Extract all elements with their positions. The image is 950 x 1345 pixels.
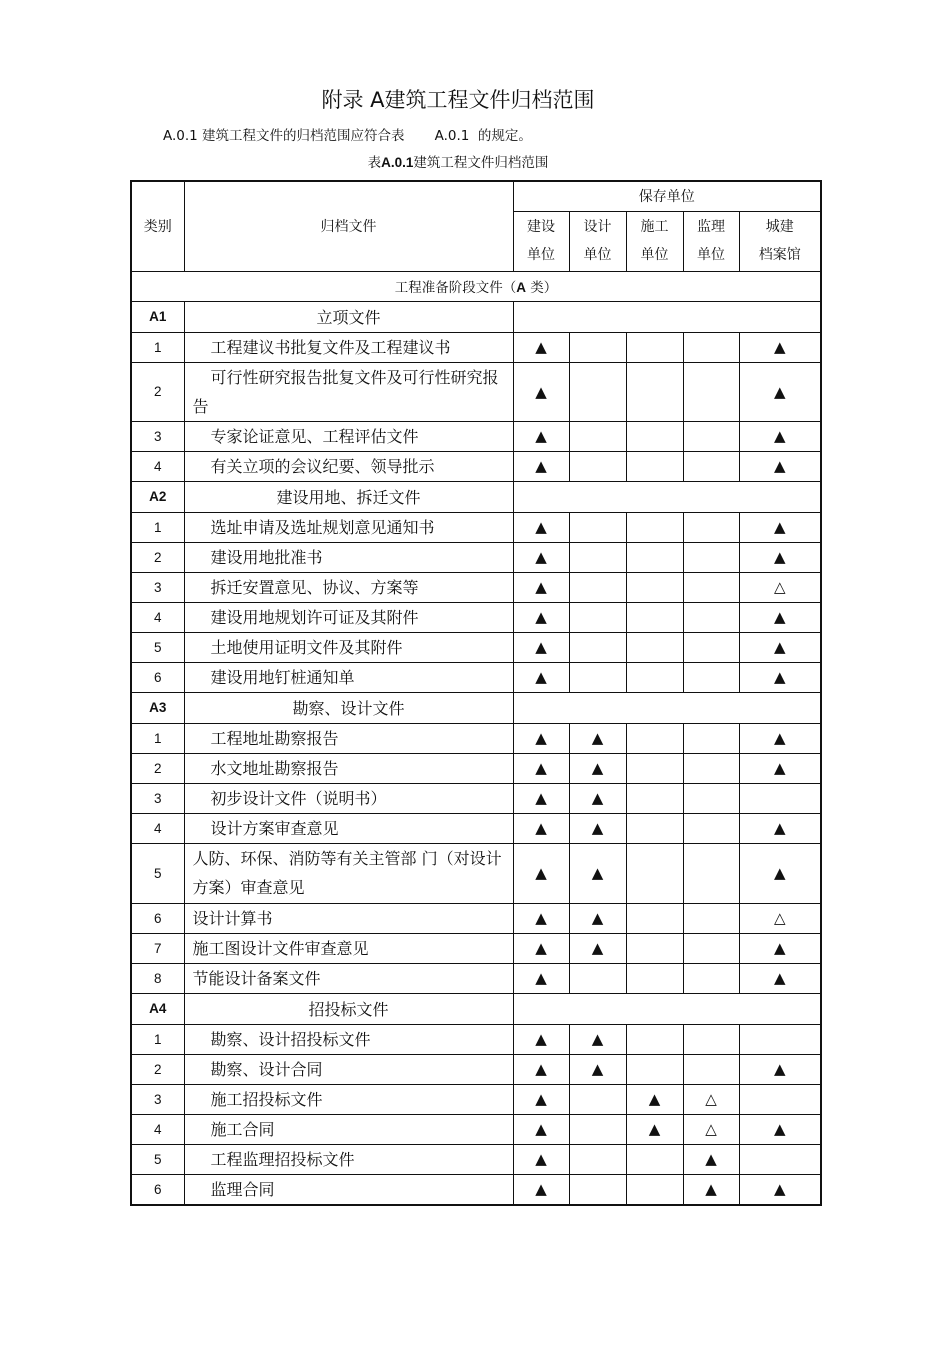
table-row [131, 421, 821, 451]
required-mark: ▲ [513, 903, 569, 933]
required-mark: ▲ [513, 1024, 569, 1054]
required-mark: ▲ [626, 1084, 683, 1114]
required-mark: ▲ [513, 1084, 569, 1114]
header-unit [626, 211, 683, 271]
empty-mark [683, 451, 739, 481]
unit-line1: 监理 [697, 219, 725, 235]
empty-mark [626, 421, 683, 451]
row-number: 2 [131, 1054, 184, 1084]
unit-line2: 单位 [583, 247, 612, 263]
required-mark: ▲ [513, 362, 569, 421]
table-row [131, 1024, 821, 1054]
empty-mark [569, 421, 626, 451]
file-name: 水文地址勘察报告 [184, 753, 513, 783]
section-empty-cell [513, 301, 821, 332]
header-save-units: 保存单位 [513, 181, 821, 211]
row-number: 2 [131, 753, 184, 783]
optional-mark: △ [739, 903, 821, 933]
table-row [131, 1084, 821, 1114]
empty-mark [626, 572, 683, 602]
stage-row [131, 271, 821, 301]
required-mark: ▲ [513, 512, 569, 542]
table-row [131, 332, 821, 362]
empty-mark [626, 451, 683, 481]
required-mark: ▲ [739, 1114, 821, 1144]
file-name: 施工招投标文件 [184, 1084, 513, 1114]
file-name: 建设用地批准书 [184, 542, 513, 572]
required-mark: ▲ [683, 1174, 739, 1205]
required-mark: ▲ [739, 753, 821, 783]
required-mark: ▲ [739, 602, 821, 632]
file-name: 施工合同 [184, 1114, 513, 1144]
empty-mark [683, 512, 739, 542]
empty-mark [739, 783, 821, 813]
section-empty-cell [513, 993, 821, 1024]
required-mark: ▲ [513, 632, 569, 662]
header-row [131, 181, 821, 211]
row-number: 4 [131, 451, 184, 481]
table-row [131, 542, 821, 572]
row-number: 1 [131, 723, 184, 753]
table-row [131, 963, 821, 993]
empty-mark [569, 963, 626, 993]
required-mark: ▲ [739, 1174, 821, 1205]
empty-mark [626, 1144, 683, 1174]
required-mark: ▲ [569, 1024, 626, 1054]
required-mark: ▲ [513, 843, 569, 903]
section-title: 立项文件 [184, 301, 513, 332]
required-mark: ▲ [513, 1174, 569, 1205]
empty-mark [626, 753, 683, 783]
required-mark: ▲ [513, 421, 569, 451]
caption-text: 建筑工程文件归档范围 [413, 155, 549, 171]
required-mark: ▲ [739, 813, 821, 843]
required-mark: ▲ [739, 1054, 821, 1084]
empty-mark [569, 632, 626, 662]
empty-mark [683, 963, 739, 993]
intro-text: A.0.1 建筑工程文件的归档范围应符合表 A.0.1 的规定。 [163, 128, 532, 144]
section-title: 勘察、设计文件 [184, 692, 513, 723]
empty-mark [626, 843, 683, 903]
empty-mark [569, 362, 626, 421]
required-mark: ▲ [513, 723, 569, 753]
optional-mark: △ [683, 1084, 739, 1114]
empty-mark [569, 542, 626, 572]
required-mark: ▲ [513, 813, 569, 843]
empty-mark [569, 332, 626, 362]
header-unit [513, 211, 569, 271]
empty-mark [569, 451, 626, 481]
table-row [131, 723, 821, 753]
row-number: 1 [131, 512, 184, 542]
unit-line1: 施工 [640, 219, 669, 235]
required-mark: ▲ [569, 1054, 626, 1084]
file-name: 人防、环保、消防等有关主管部 门（对设计方案）审查意见 [184, 843, 513, 903]
empty-mark [626, 1024, 683, 1054]
required-mark: ▲ [739, 662, 821, 692]
required-mark: ▲ [739, 362, 821, 421]
row-number: 2 [131, 542, 184, 572]
file-name: 工程建议书批复文件及工程建议书 [184, 332, 513, 362]
file-name: 设计方案审查意见 [184, 813, 513, 843]
file-name: 初步设计文件（说明书） [184, 783, 513, 813]
table-row [131, 903, 821, 933]
row-number: 5 [131, 843, 184, 903]
file-name: 选址申请及选址规划意见通知书 [184, 512, 513, 542]
empty-mark [683, 362, 739, 421]
table-row [131, 783, 821, 813]
empty-mark [626, 362, 683, 421]
section-empty-cell [513, 692, 821, 723]
empty-mark [683, 933, 739, 963]
table-row [131, 662, 821, 692]
table-row [131, 632, 821, 662]
required-mark: ▲ [569, 903, 626, 933]
empty-mark [569, 1084, 626, 1114]
table-row [131, 753, 821, 783]
empty-mark [683, 903, 739, 933]
stage-label [131, 271, 821, 301]
unit-line1: 城建 [765, 219, 794, 235]
table-row [131, 813, 821, 843]
file-name: 土地使用证明文件及其附件 [184, 632, 513, 662]
section-row [131, 993, 821, 1024]
section-code: A1 [131, 301, 184, 332]
row-number: 4 [131, 813, 184, 843]
empty-mark [626, 332, 683, 362]
required-mark: ▲ [739, 451, 821, 481]
empty-mark [683, 813, 739, 843]
empty-mark [683, 572, 739, 602]
empty-mark [683, 723, 739, 753]
empty-mark [569, 662, 626, 692]
file-name: 节能设计备案文件 [184, 963, 513, 993]
empty-mark [626, 963, 683, 993]
empty-mark [569, 1174, 626, 1205]
empty-mark [683, 421, 739, 451]
empty-mark [683, 1054, 739, 1084]
required-mark: ▲ [739, 843, 821, 903]
section-title: 建设用地、拆迁文件 [184, 481, 513, 512]
empty-mark [683, 332, 739, 362]
required-mark: ▲ [569, 753, 626, 783]
required-mark: ▲ [513, 963, 569, 993]
file-name: 设计计算书 [184, 903, 513, 933]
archive-table [130, 180, 822, 1206]
required-mark: ▲ [513, 783, 569, 813]
empty-mark [626, 783, 683, 813]
header-file: 归档文件 [184, 181, 513, 271]
table-row [131, 1054, 821, 1084]
table-row [131, 602, 821, 632]
stage-code: A [516, 280, 526, 295]
optional-mark: △ [683, 1114, 739, 1144]
row-number: 4 [131, 1114, 184, 1144]
unit-line2: 单位 [640, 247, 669, 263]
unit-line1: 设计 [583, 219, 612, 235]
optional-mark: △ [739, 572, 821, 602]
required-mark: ▲ [513, 753, 569, 783]
unit-line2: 单位 [527, 247, 555, 263]
required-mark: ▲ [513, 1144, 569, 1174]
file-name: 勘察、设计合同 [184, 1054, 513, 1084]
section-code: A3 [131, 692, 184, 723]
required-mark: ▲ [739, 542, 821, 572]
file-name: 工程监理招投标文件 [184, 1144, 513, 1174]
caption-prefix: 表 [367, 155, 382, 171]
file-name: 工程地址勘察报告 [184, 723, 513, 753]
empty-mark [739, 1084, 821, 1114]
header-category: 类别 [131, 181, 184, 271]
empty-mark [569, 512, 626, 542]
header-unit [569, 211, 626, 271]
empty-mark [683, 662, 739, 692]
required-mark: ▲ [513, 542, 569, 572]
file-name: 有关立项的会议纪要、领导批示 [184, 451, 513, 481]
empty-mark [626, 542, 683, 572]
required-mark: ▲ [569, 933, 626, 963]
empty-mark [626, 632, 683, 662]
table-row [131, 843, 821, 903]
unit-line1: 建设 [527, 219, 555, 235]
row-number: 6 [131, 903, 184, 933]
file-name: 建设用地规划许可证及其附件 [184, 602, 513, 632]
row-number: 6 [131, 662, 184, 692]
required-mark: ▲ [513, 1114, 569, 1144]
required-mark: ▲ [569, 723, 626, 753]
row-number: 1 [131, 332, 184, 362]
required-mark: ▲ [626, 1114, 683, 1144]
caption-code: A.0.1 [381, 155, 414, 170]
table-row [131, 512, 821, 542]
table-caption [0, 151, 916, 171]
empty-mark [739, 1024, 821, 1054]
required-mark: ▲ [739, 963, 821, 993]
row-number: 3 [131, 783, 184, 813]
file-name: 施工图设计文件审查意见 [184, 933, 513, 963]
section-row [131, 692, 821, 723]
required-mark: ▲ [739, 933, 821, 963]
section-title: 招投标文件 [184, 993, 513, 1024]
row-number: 3 [131, 572, 184, 602]
table-row [131, 933, 821, 963]
row-number: 8 [131, 963, 184, 993]
table-row [131, 1114, 821, 1144]
page-title: 附录 A建筑工程文件归档范围 [321, 88, 595, 112]
empty-mark [626, 813, 683, 843]
empty-mark [569, 1114, 626, 1144]
required-mark: ▲ [739, 632, 821, 662]
required-mark: ▲ [739, 723, 821, 753]
file-name: 勘察、设计招投标文件 [184, 1024, 513, 1054]
empty-mark [626, 903, 683, 933]
empty-mark [626, 933, 683, 963]
stage-suffix: 类） [525, 280, 558, 296]
file-name: 可行性研究报告批复文件及可行性研究报告 [184, 362, 513, 421]
empty-mark [683, 602, 739, 632]
row-number: 7 [131, 933, 184, 963]
required-mark: ▲ [513, 602, 569, 632]
empty-mark [626, 723, 683, 753]
stage-prefix: 工程准备阶段文件（ [394, 280, 517, 296]
table-body [131, 181, 821, 1205]
section-row [131, 481, 821, 512]
required-mark: ▲ [513, 662, 569, 692]
empty-mark [683, 1024, 739, 1054]
section-code: A4 [131, 993, 184, 1024]
empty-mark [569, 1144, 626, 1174]
empty-mark [569, 572, 626, 602]
required-mark: ▲ [569, 843, 626, 903]
empty-mark [626, 662, 683, 692]
empty-mark [683, 783, 739, 813]
required-mark: ▲ [513, 933, 569, 963]
row-number: 2 [131, 362, 184, 421]
file-name: 监理合同 [184, 1174, 513, 1205]
required-mark: ▲ [513, 451, 569, 481]
section-code: A2 [131, 481, 184, 512]
header-unit [739, 211, 821, 271]
empty-mark [569, 602, 626, 632]
required-mark: ▲ [513, 1054, 569, 1084]
table-row [131, 1144, 821, 1174]
row-number: 4 [131, 602, 184, 632]
empty-mark [626, 602, 683, 632]
required-mark: ▲ [513, 572, 569, 602]
row-number: 1 [131, 1024, 184, 1054]
required-mark: ▲ [739, 332, 821, 362]
file-name: 拆迁安置意见、协议、方案等 [184, 572, 513, 602]
empty-mark [626, 1054, 683, 1084]
table-row [131, 451, 821, 481]
empty-mark [739, 1144, 821, 1174]
empty-mark [683, 753, 739, 783]
row-number: 3 [131, 1084, 184, 1114]
unit-line2: 档案馆 [758, 247, 801, 263]
empty-mark [683, 542, 739, 572]
file-name: 建设用地钉桩通知单 [184, 662, 513, 692]
required-mark: ▲ [513, 332, 569, 362]
required-mark: ▲ [683, 1144, 739, 1174]
row-number: 3 [131, 421, 184, 451]
required-mark: ▲ [739, 421, 821, 451]
empty-mark [683, 843, 739, 903]
header-unit [683, 211, 739, 271]
row-number: 5 [131, 632, 184, 662]
section-empty-cell [513, 481, 821, 512]
table-row [131, 1174, 821, 1205]
row-number: 5 [131, 1144, 184, 1174]
table-row [131, 362, 821, 421]
required-mark: ▲ [569, 813, 626, 843]
unit-line2: 单位 [697, 247, 725, 263]
required-mark: ▲ [739, 512, 821, 542]
required-mark: ▲ [569, 783, 626, 813]
file-name: 专家论证意见、工程评估文件 [184, 421, 513, 451]
empty-mark [626, 1174, 683, 1205]
empty-mark [683, 632, 739, 662]
empty-mark [626, 512, 683, 542]
row-number: 6 [131, 1174, 184, 1205]
section-row [131, 301, 821, 332]
table-row [131, 572, 821, 602]
